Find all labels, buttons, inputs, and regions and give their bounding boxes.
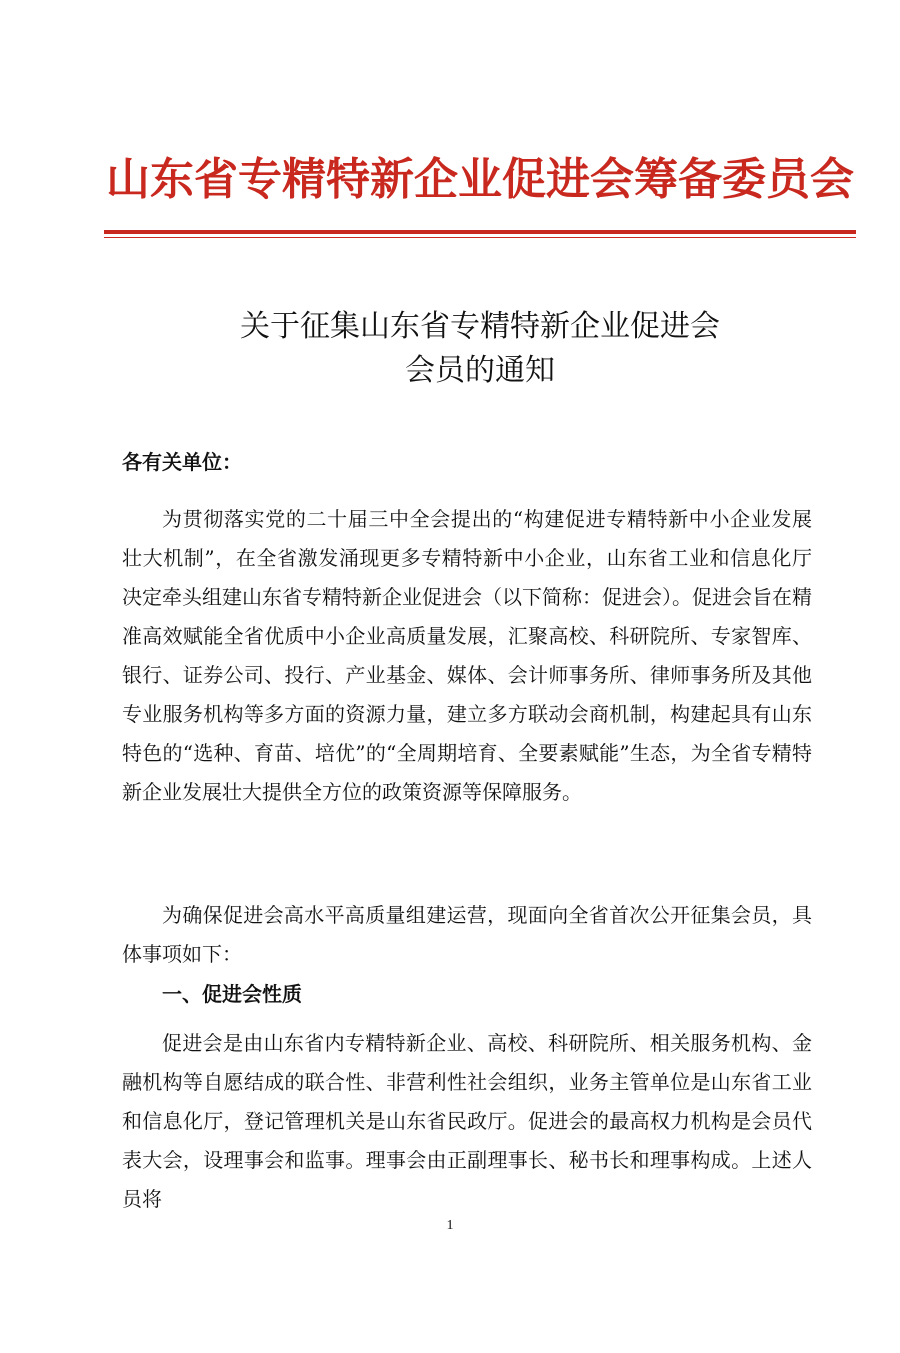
masthead-rule-thin <box>104 237 856 238</box>
document-title-line1: 关于征集山东省专精特新企业促进会 <box>240 309 720 344</box>
document-title-line2: 会员的通知 <box>405 353 555 388</box>
section-heading-1: 一、促进会性质 <box>162 982 302 1006</box>
page-number: 1 <box>446 1218 454 1233</box>
salutation: 各有关单位： <box>122 450 242 474</box>
masthead-rule-thick <box>104 230 856 234</box>
paragraph-1: 为贯彻落实党的二十届三中全会提出的“构建促进专精特新中小企业发展壮大机制”，在全省激发涌现更多专精特新中小企业，山东省工业和信息化厅决定牵头组建山东省专精特新企业促进会（以下简称：促进会）。促进会旨在精准高效赋能全省优质中小企业高质量发展，汇聚高校、科研院所、专家智库、银行、证券公司、投行、产业基金、媒体、会计师事务所、律师事务所及其他专业服务机构等多方面的资源力量，建立多方联动会商机制，构建起具有山东特色的“选种、育苗、培优”的“全周期培育、全要素赋能”生态，为全省专精特新企业发展壮大提供全方位的政策资源等保障服务。 <box>122 507 812 804</box>
masthead-title: 山东省专精特新企业促进会筹备委员会 <box>106 154 854 205</box>
document-title <box>100 305 860 393</box>
paragraph-2: 为确保促进会高水平高质量组建运营，现面向全省首次公开征集会员，具体事项如下： <box>122 903 812 966</box>
paragraph-3: 促进会是由山东省内专精特新企业、高校、科研院所、相关服务机构、金融机构等自愿结成的联合性、非营利性社会组织，业务主管单位是山东省工业和信息化厅，登记管理机关是山东省民政厅。促进会的最高权力机构是会员代表大会，设理事会和监事。理事会由正副理事长、秘书长和理事构成。上述人员将 <box>122 1031 812 1211</box>
